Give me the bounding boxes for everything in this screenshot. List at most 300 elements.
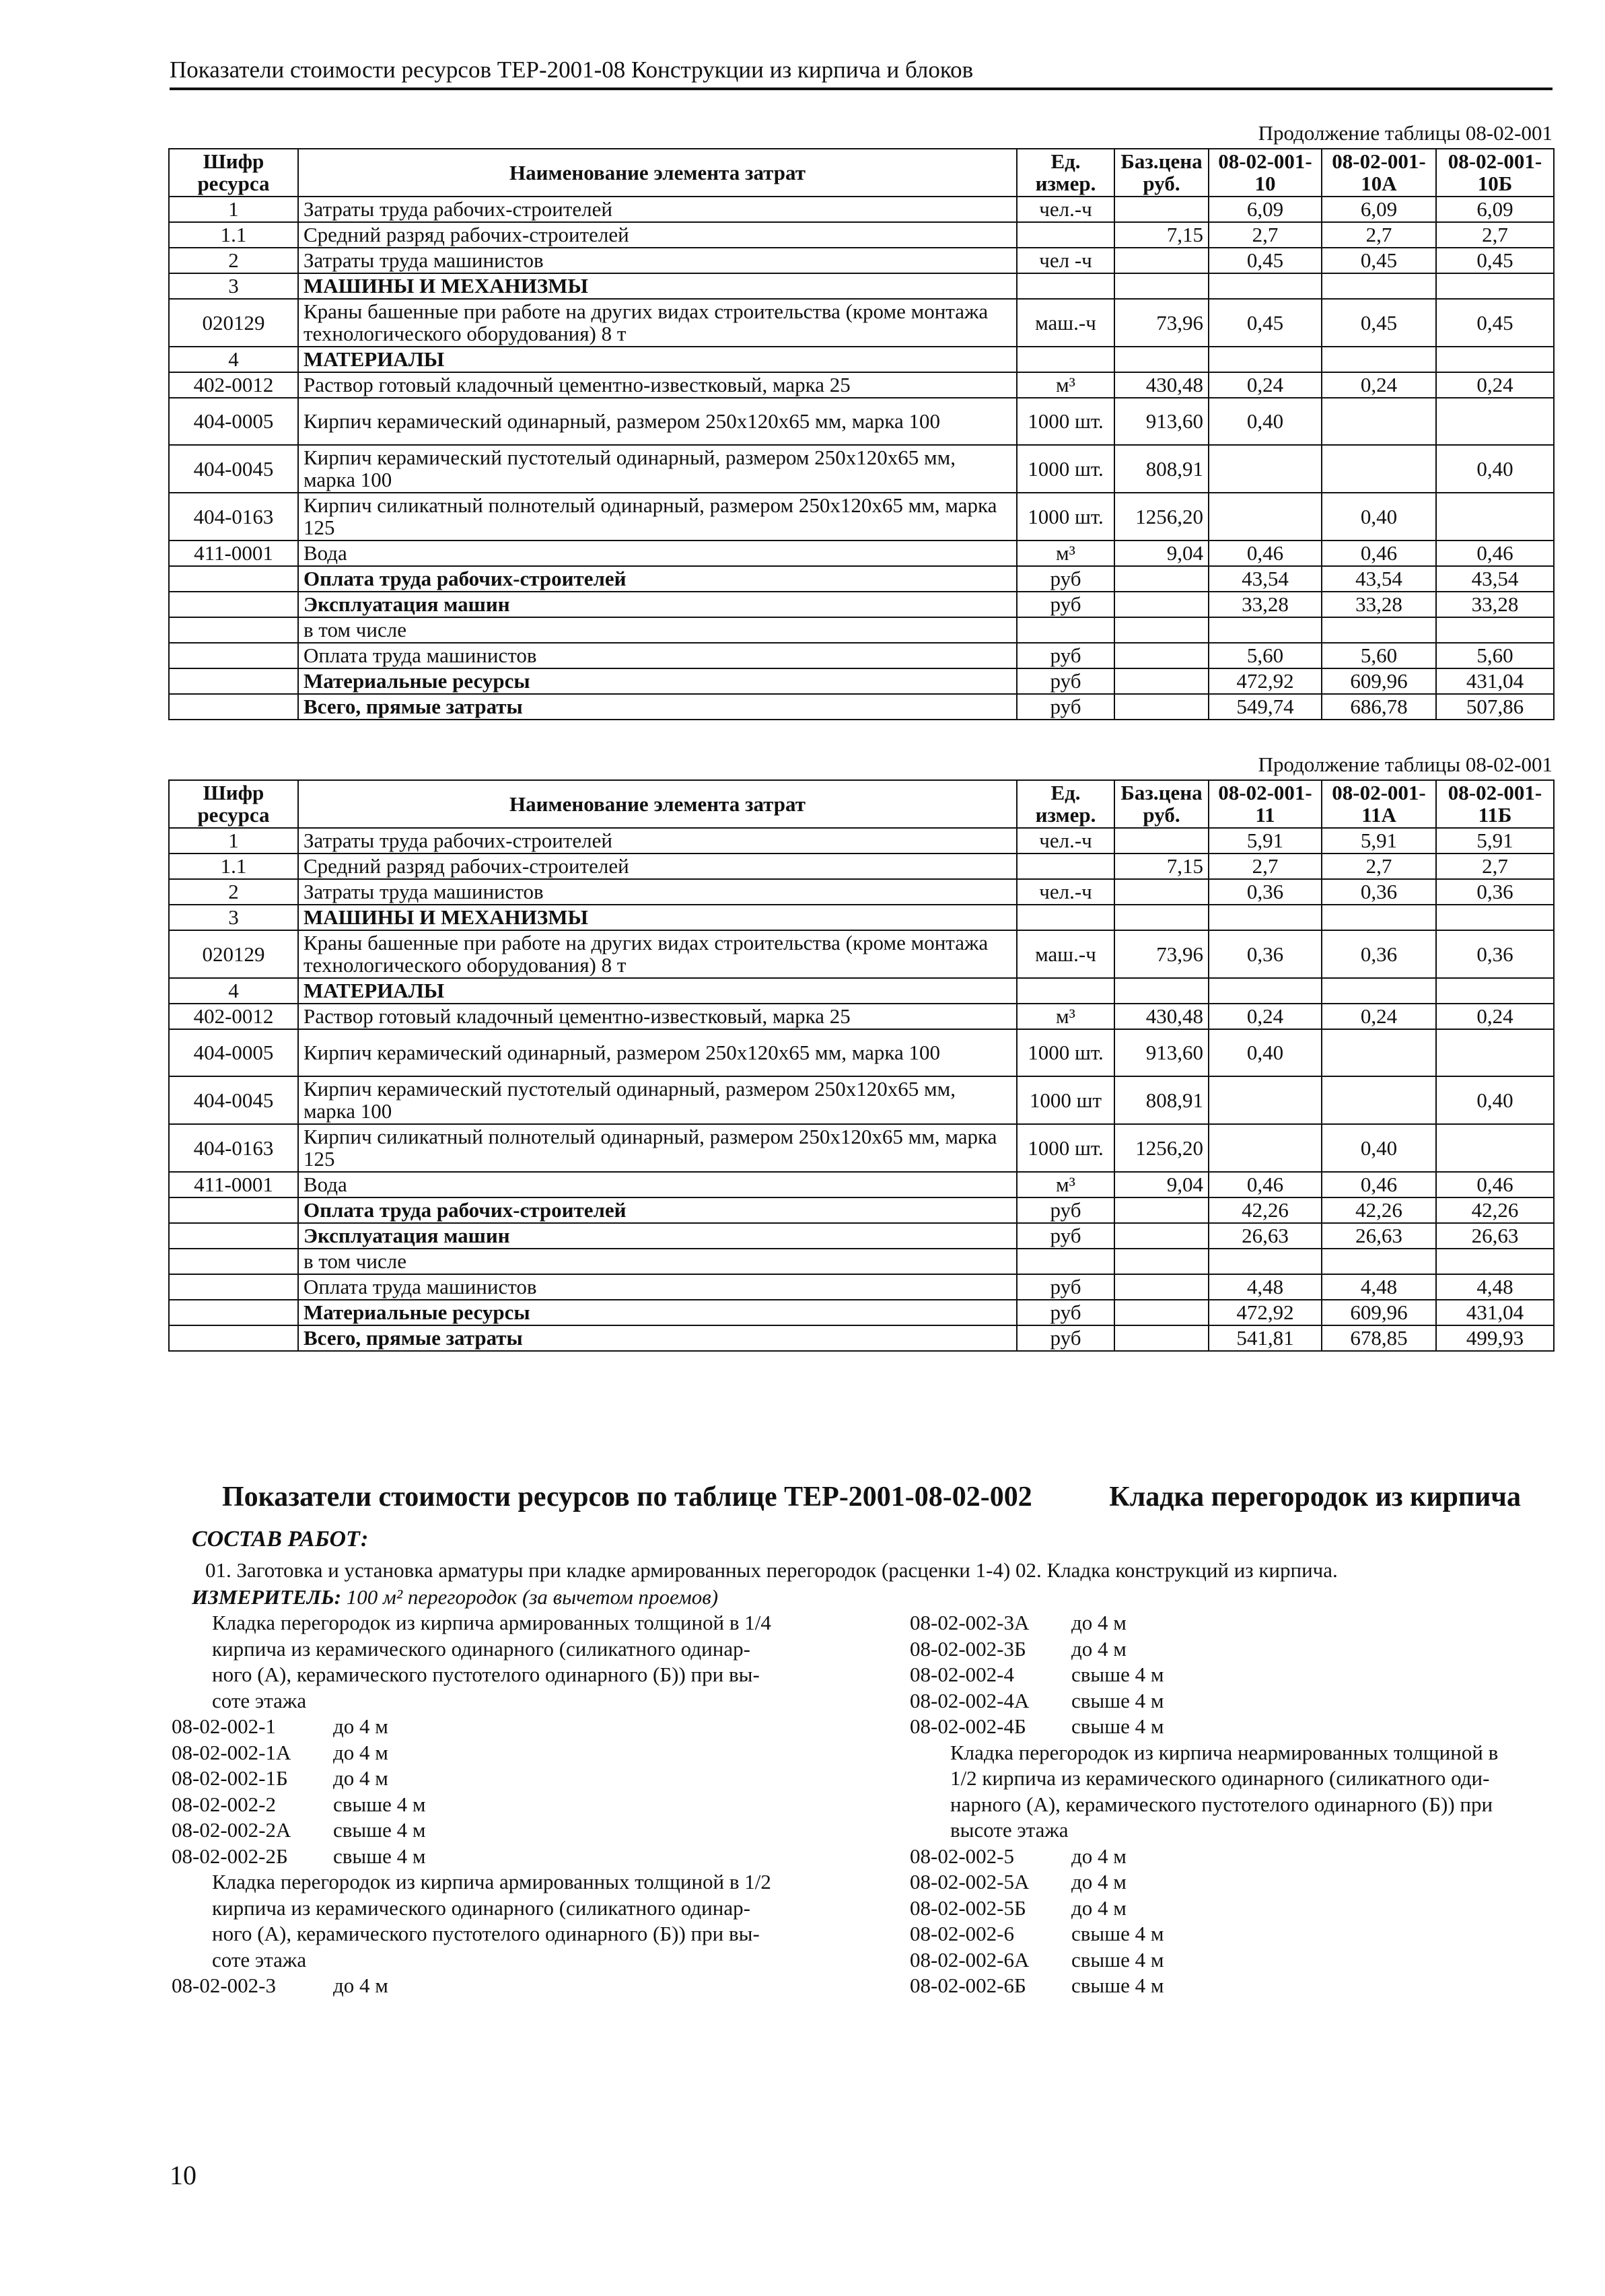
value-cell [1209,617,1322,643]
base-price-cell [1114,643,1209,668]
table-row [169,299,1554,347]
rate-code-item [910,1947,1556,1974]
unit-cell: чел.-ч [1017,197,1114,222]
value-cell: 609,96 [1322,1300,1436,1325]
unit-cell [1017,273,1114,299]
base-price-cell [1114,1197,1209,1223]
cost-element-cell: Краны башенные при работе на других видах строительства (кроме монтажа технологического оборудования) 8 т [298,299,1017,347]
value-cell [1322,398,1436,445]
unit-cell: 1000 шт. [1017,398,1114,445]
value-cell: 0,36 [1209,930,1322,978]
cost-element-cell: МАТЕРИАЛЫ [298,978,1017,1004]
value-cell: 2,7 [1436,222,1554,248]
resource-code-cell: 404-0163 [169,493,298,541]
page-header: Показатели стоимости ресурсов ТЕР-2001-08 Конструкции из кирпича и блоков [170,57,1553,90]
rate-height-condition: до 4 м [1071,1844,1127,1868]
rate-code-item [172,1844,845,1870]
column-header: 08-02-001-10Б [1436,149,1554,197]
section-subtitle: Кладка перегородок из кирпича [1109,1482,1521,1512]
resource-code-cell [169,566,298,592]
base-price-cell [1114,1223,1209,1249]
cost-element-cell: в том числе [298,1249,1017,1274]
resource-code-cell: 404-0045 [169,1076,298,1124]
table-row [169,828,1554,854]
resource-code-cell: 1.1 [169,222,298,248]
rate-description: Кладка перегородок из кирпича неармированных толщиной в [950,1740,1499,1764]
rate-code-item [910,1714,1556,1740]
table-row [169,1004,1554,1029]
rate-height-condition: свыше 4 м [1071,1947,1164,1972]
table-row [169,347,1554,372]
value-cell: 686,78 [1322,694,1436,720]
unit-cell [1017,978,1114,1004]
composition-text: 01. Заготовка и установка арматуры при кладке армированных перегородок (расценки 1-4) 02. Кладка конструкций из кирпича. [205,1558,1338,1582]
value-cell [1436,493,1554,541]
rate-description: кирпича из керамического одинарного (силикатного одинар- [212,1895,750,1920]
rate-height-condition: свыше 4 м [1071,1922,1164,1945]
resource-code-cell: 411-0001 [169,1172,298,1197]
table-row [169,398,1554,445]
value-cell: 0,45 [1322,248,1436,273]
cost-element-cell: Затраты труда машинистов [298,879,1017,905]
value-cell: 43,54 [1436,566,1554,592]
cost-element-cell: Всего, прямые затраты [298,694,1017,720]
column-header: Ед. измер. [1017,780,1114,828]
value-cell: 0,45 [1322,299,1436,347]
cost-element-cell: Оплата труда рабочих-строителей [298,566,1017,592]
cost-element-cell: Кирпич силикатный полнотелый одинарный, размером 250х120х65 мм, марка 125 [298,493,1017,541]
resource-code-cell: 4 [169,978,298,1004]
cost-element-cell: МАШИНЫ И МЕХАНИЗМЫ [298,273,1017,299]
value-cell [1322,905,1436,930]
value-cell: 0,24 [1209,372,1322,398]
value-cell [1436,1029,1554,1076]
value-cell: 42,26 [1209,1197,1322,1223]
rate-code: 08-02-002-3 [172,1974,276,1997]
cost-element-cell: Оплата труда машинистов [298,643,1017,668]
resource-code-cell [169,592,298,617]
unit-cell: руб [1017,566,1114,592]
value-cell: 431,04 [1436,1300,1554,1325]
rate-code-item [910,1921,1556,1947]
base-price-cell: 9,04 [1114,1172,1209,1197]
value-cell: 0,45 [1436,248,1554,273]
resource-table-1 [168,148,1555,720]
table-row [169,617,1554,643]
table-row [169,930,1554,978]
base-price-cell: 808,91 [1114,1076,1209,1124]
resource-code-cell [169,1197,298,1223]
value-cell: 6,09 [1209,197,1322,222]
rate-code-item [910,1869,1556,1895]
value-cell: 541,81 [1209,1325,1322,1351]
value-cell [1436,273,1554,299]
table-row [169,1029,1554,1076]
value-cell: 26,63 [1209,1223,1322,1249]
column-header: 08-02-001-10 [1209,149,1322,197]
unit-cell: маш.-ч [1017,930,1114,978]
cost-element-cell: Затраты труда машинистов [298,248,1017,273]
value-cell: 678,85 [1322,1325,1436,1351]
rate-code: 08-02-002-1 [172,1714,276,1738]
rate-description: кирпича из керамического одинарного (силикатного одинар- [212,1636,750,1661]
column-header: Баз.цена руб. [1114,149,1209,197]
table-row [169,1249,1554,1274]
rate-height-condition: до 4 м [1071,1636,1127,1661]
left-column [172,1610,845,1999]
rate-description: высоте этажа [950,1818,1069,1842]
column-header: Шифр ресурса [169,780,298,828]
value-cell: 4,48 [1322,1274,1436,1300]
cost-element-cell: Материальные ресурсы [298,1300,1017,1325]
rate-code: 08-02-002-2 [172,1792,276,1816]
value-cell [1322,1029,1436,1076]
unit-cell [1017,617,1114,643]
value-cell: 0,46 [1322,1172,1436,1197]
value-cell: 4,48 [1209,1274,1322,1300]
cost-element-cell: Затраты труда рабочих-строителей [298,197,1017,222]
column-header: Наименование элемента затрат [298,780,1017,828]
resource-code-cell: 2 [169,879,298,905]
base-price-cell [1114,617,1209,643]
column-header: Баз.цена руб. [1114,780,1209,828]
value-cell [1436,347,1554,372]
value-cell [1209,493,1322,541]
value-cell [1436,1124,1554,1172]
rate-height-condition: до 4 м [333,1740,388,1764]
value-cell: 33,28 [1209,592,1322,617]
value-cell: 472,92 [1209,1300,1322,1325]
resource-code-cell: 3 [169,273,298,299]
rate-height-condition: до 4 м [1071,1895,1127,1920]
value-cell: 42,26 [1436,1197,1554,1223]
value-cell: 26,63 [1436,1223,1554,1249]
rate-height-condition: до 4 м [1071,1870,1127,1893]
base-price-cell: 73,96 [1114,299,1209,347]
rate-height-condition: до 4 м [333,1714,388,1738]
value-cell: 609,96 [1322,668,1436,694]
base-price-cell: 430,48 [1114,1004,1209,1029]
value-cell: 0,45 [1209,299,1322,347]
value-cell [1322,617,1436,643]
value-cell: 6,09 [1322,197,1436,222]
cost-element-cell: МАТЕРИАЛЫ [298,347,1017,372]
value-cell: 0,40 [1209,398,1322,445]
base-price-cell [1114,1274,1209,1300]
value-cell: 5,60 [1209,643,1322,668]
value-cell: 0,24 [1322,1004,1436,1029]
value-cell [1209,978,1322,1004]
cost-element-cell: Кирпич керамический одинарный, размером 250х120х65 мм, марка 100 [298,1029,1017,1076]
table-row [169,694,1554,720]
value-cell [1209,1124,1322,1172]
value-cell: 472,92 [1209,668,1322,694]
resource-code-cell: 404-0005 [169,1029,298,1076]
base-price-cell [1114,879,1209,905]
value-cell [1322,347,1436,372]
rate-code: 08-02-002-6Б [910,1974,1026,1997]
value-cell: 2,7 [1322,222,1436,248]
value-cell: 0,36 [1322,930,1436,978]
cost-element-cell: Эксплуатация машин [298,1223,1017,1249]
rate-code-item [910,1844,1556,1870]
resource-code-cell [169,694,298,720]
value-cell: 0,40 [1436,1076,1554,1124]
unit-cell [1017,905,1114,930]
resource-code-cell [169,1300,298,1325]
rate-code-item [910,1688,1556,1714]
table-header-row [169,780,1554,828]
rate-code-item [910,1610,1556,1636]
table-row [169,1300,1554,1325]
base-price-cell [1114,1325,1209,1351]
column-header: 08-02-001-11 [1209,780,1322,828]
table-row [169,1076,1554,1124]
base-price-cell [1114,668,1209,694]
unit-cell: руб [1017,694,1114,720]
table-row [169,1172,1554,1197]
rate-code: 08-02-002-5Б [910,1895,1026,1920]
rate-code-item [910,1973,1556,1999]
unit-cell: м³ [1017,541,1114,566]
table-continuation-label: Продолжение таблицы 08-02-001 [1258,753,1553,776]
value-cell: 549,74 [1209,694,1322,720]
rate-height-condition: свыше 4 м [1071,1974,1164,1997]
table-row [169,445,1554,493]
rate-code-item [172,1817,845,1844]
unit-cell: руб [1017,1223,1114,1249]
value-cell [1436,978,1554,1004]
table-row [169,493,1554,541]
resource-code-cell: 4 [169,347,298,372]
table-row [169,372,1554,398]
value-cell: 5,60 [1436,643,1554,668]
unit-cell: руб [1017,1300,1114,1325]
resource-code-cell: 402-0012 [169,372,298,398]
value-cell: 5,91 [1209,828,1322,854]
measurer-label: ИЗМЕРИТЕЛЬ: [192,1585,342,1609]
base-price-cell: 73,96 [1114,930,1209,978]
value-cell [1209,445,1322,493]
value-cell: 0,36 [1322,879,1436,905]
base-price-cell: 913,60 [1114,1029,1209,1076]
rate-code-item [910,1662,1556,1688]
rate-code-item [910,1895,1556,1922]
cost-element-cell: Кирпич керамический пустотелый одинарный, размером 250х120х65 мм, марка 100 [298,445,1017,493]
resource-code-cell: 020129 [169,299,298,347]
base-price-cell [1114,273,1209,299]
rate-height-condition: свыше 4 м [1071,1714,1164,1738]
value-cell: 2,7 [1209,222,1322,248]
base-price-cell [1114,905,1209,930]
base-price-cell: 430,48 [1114,372,1209,398]
value-cell: 4,48 [1436,1274,1554,1300]
rate-code-item [172,1766,845,1792]
table-row [169,541,1554,566]
column-header: 08-02-001-10А [1322,149,1436,197]
rate-code-item [172,1714,845,1740]
resource-code-cell [169,1223,298,1249]
value-cell: 5,91 [1322,828,1436,854]
base-price-cell: 1256,20 [1114,493,1209,541]
measurer-line [192,1585,718,1609]
resource-code-cell: 1.1 [169,854,298,879]
resource-code-cell: 404-0005 [169,398,298,445]
resource-code-cell: 404-0045 [169,445,298,493]
table-row [169,1223,1554,1249]
rate-height-condition: свыше 4 м [1071,1688,1164,1712]
value-cell: 0,45 [1436,299,1554,347]
rate-description: 1/2 кирпича из керамического одинарного (силикатного оди- [950,1766,1490,1790]
unit-cell: 1000 шт. [1017,445,1114,493]
base-price-cell [1114,592,1209,617]
rate-description: ного (А), керамического пустотелого одинарного (Б)) при вы- [212,1922,760,1945]
value-cell: 0,40 [1209,1029,1322,1076]
value-cell: 0,46 [1209,541,1322,566]
table-row [169,1325,1554,1351]
unit-cell: руб [1017,1197,1114,1223]
base-price-cell [1114,828,1209,854]
table-row [169,222,1554,248]
rate-code-item [172,1973,845,1999]
resource-code-cell: 020129 [169,930,298,978]
value-cell [1209,273,1322,299]
column-header: Ед. измер. [1017,149,1114,197]
unit-cell: 1000 шт. [1017,1029,1114,1076]
cost-element-cell: Раствор готовый кладочный цементно-известковый, марка 25 [298,372,1017,398]
rate-code: 08-02-002-4Б [910,1714,1026,1738]
cost-element-cell: Всего, прямые затраты [298,1325,1017,1351]
base-price-cell: 808,91 [1114,445,1209,493]
cost-element-cell: Кирпич силикатный полнотелый одинарный, размером 250х120х65 мм, марка 125 [298,1124,1017,1172]
rate-description: соте этажа [212,1688,307,1712]
unit-cell: м³ [1017,1004,1114,1029]
rate-description: Кладка перегородок из кирпича армированных толщиной в 1/4 [212,1611,771,1634]
value-cell: 2,7 [1322,854,1436,879]
cost-element-cell: Средний разряд рабочих-строителей [298,854,1017,879]
base-price-cell: 1256,20 [1114,1124,1209,1172]
unit-cell: руб [1017,668,1114,694]
resource-code-cell: 402-0012 [169,1004,298,1029]
resource-code-cell [169,617,298,643]
value-cell [1436,617,1554,643]
value-cell: 0,24 [1436,1004,1554,1029]
value-cell: 0,46 [1209,1172,1322,1197]
resource-code-cell [169,1249,298,1274]
unit-cell: руб [1017,643,1114,668]
rate-height-condition: до 4 м [1071,1611,1127,1634]
base-price-cell: 7,15 [1114,222,1209,248]
value-cell [1436,1249,1554,1274]
value-cell: 0,40 [1322,493,1436,541]
table-row [169,592,1554,617]
value-cell: 6,09 [1436,197,1554,222]
value-cell: 499,93 [1436,1325,1554,1351]
unit-cell: руб [1017,1325,1114,1351]
rate-code: 08-02-002-5А [910,1870,1030,1893]
resource-code-cell [169,668,298,694]
column-header: Шифр ресурса [169,149,298,197]
resource-code-cell: 2 [169,248,298,273]
section-title [222,1481,1521,1513]
value-cell [1322,1076,1436,1124]
table-row [169,1197,1554,1223]
value-cell: 2,7 [1436,854,1554,879]
resource-table-2 [168,779,1555,1352]
cost-element-cell: Затраты труда рабочих-строителей [298,828,1017,854]
page-number: 10 [170,2160,197,2190]
rate-code: 08-02-002-1А [172,1740,291,1764]
base-price-cell [1114,1300,1209,1325]
unit-cell: чел -ч [1017,248,1114,273]
rate-code: 08-02-002-2Б [172,1844,288,1868]
value-cell: 26,63 [1322,1223,1436,1249]
unit-cell [1017,854,1114,879]
cost-element-cell: Вода [298,1172,1017,1197]
value-cell [1209,1076,1322,1124]
unit-cell: 1000 шт. [1017,1124,1114,1172]
unit-cell [1017,1249,1114,1274]
rate-code: 08-02-002-2А [172,1818,291,1842]
value-cell [1322,978,1436,1004]
cost-element-cell: Материальные ресурсы [298,668,1017,694]
value-cell [1322,445,1436,493]
rate-height-condition: свыше 4 м [333,1844,426,1868]
rate-description: Кладка перегородок из кирпича армированных толщиной в 1/2 [212,1870,771,1893]
value-cell: 0,36 [1436,879,1554,905]
cost-element-cell: Кирпич керамический пустотелый одинарный, размером 250х120х65 мм, марка 100 [298,1076,1017,1124]
base-price-cell: 7,15 [1114,854,1209,879]
rate-code-item [910,1636,1556,1663]
rate-height-condition: свыше 4 м [333,1818,426,1842]
value-cell: 42,26 [1322,1197,1436,1223]
resource-code-cell [169,1325,298,1351]
table-row [169,854,1554,879]
cost-element-cell: Кирпич керамический одинарный, размером 250х120х65 мм, марка 100 [298,398,1017,445]
resource-code-cell [169,643,298,668]
unit-cell: 1000 шт [1017,1076,1114,1124]
unit-cell: чел.-ч [1017,879,1114,905]
rate-code: 08-02-002-4 [910,1663,1014,1686]
value-cell: 33,28 [1322,592,1436,617]
rate-description: нарного (А), керамического пустотелого одинарного (Б)) при [950,1792,1493,1816]
rate-code: 08-02-002-6А [910,1947,1030,1972]
table-continuation-label: Продолжение таблицы 08-02-001 [1258,121,1553,145]
table-row [169,978,1554,1004]
table-row [169,643,1554,668]
rate-code: 08-02-002-4А [910,1688,1030,1712]
value-cell: 33,28 [1436,592,1554,617]
rate-description: соте этажа [212,1947,307,1972]
right-column [910,1610,1556,1999]
value-cell [1209,1249,1322,1274]
rate-code: 08-02-002-3Б [910,1636,1026,1661]
value-cell: 0,46 [1436,1172,1554,1197]
value-cell: 0,45 [1209,248,1322,273]
base-price-cell [1114,694,1209,720]
unit-cell: руб [1017,592,1114,617]
base-price-cell [1114,197,1209,222]
value-cell: 0,46 [1436,541,1554,566]
rate-code-item [172,1740,845,1766]
value-cell: 0,40 [1436,445,1554,493]
table-row [169,1124,1554,1172]
table-header-row [169,149,1554,197]
value-cell: 431,04 [1436,668,1554,694]
value-cell [1436,398,1554,445]
unit-cell [1017,222,1114,248]
rate-code: 08-02-002-1Б [172,1766,288,1790]
